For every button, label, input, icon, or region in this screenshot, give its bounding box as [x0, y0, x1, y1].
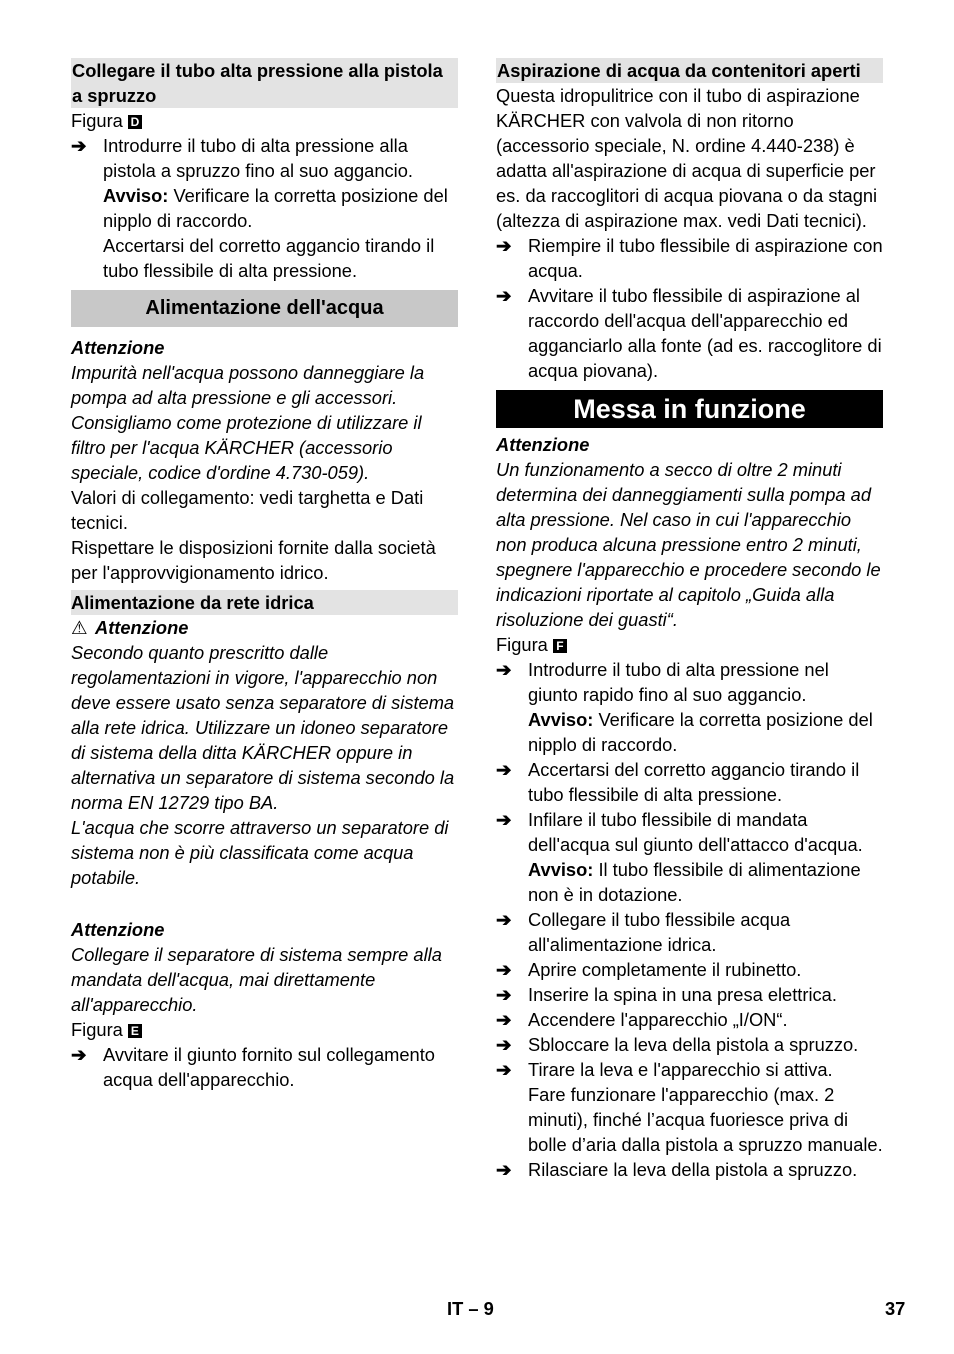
- list-item: [496, 907, 883, 957]
- attenzione-label: Attenzione: [71, 337, 165, 358]
- step-text: Introdurre il tubo di alta pressione alla pistola a spruzzo fino al suo aggancio.: [103, 135, 413, 181]
- arrow-right-icon: ➔: [496, 285, 512, 306]
- arrow-right-icon: ➔: [496, 1159, 512, 1180]
- arrow-right-icon: ➔: [496, 1034, 512, 1055]
- list-item: [496, 807, 883, 907]
- figure-ref-d: [71, 108, 458, 133]
- step-text: Sbloccare la leva della pistola a spruzzo.: [528, 1034, 859, 1055]
- arrow-right-icon: ➔: [496, 759, 512, 780]
- step-text: Accendere l'apparecchio „I/ON“.: [528, 1009, 788, 1030]
- list-item: [496, 233, 883, 283]
- list-item: [496, 1057, 883, 1157]
- arrow-right-icon: ➔: [496, 959, 512, 980]
- avviso-label: Avviso:: [528, 709, 594, 730]
- attenzione-label: Attenzione: [496, 434, 590, 455]
- attenzione-label: Attenzione: [95, 617, 189, 638]
- warning-text: Impurità nell'acqua possono danneggiare la pompa ad alta pressione e gli accessori. Consigliamo come protezione di utilizzare il filtro per l'acqua KÄRCHER (accessorio speciale, codice d'ordine 4.730-059).: [71, 362, 425, 483]
- figure-ref-e: [71, 1017, 458, 1042]
- avviso-text: Verificare la corretta posizione del nipplo di raccordo.: [528, 709, 873, 755]
- list-item: [496, 957, 883, 982]
- step-text: Avvitare il tubo flessibile di aspirazione al raccordo dell'acqua dell'apparecchio ed agganciarlo alla fonte (ad es. raccoglitore di acqua piovana).: [528, 285, 882, 381]
- warning-text: Secondo quanto prescritto dalle regolamentazioni in vigore, l'apparecchio non deve essere usato senza separatore di sistema alla rete idrica. Utilizzare un idoneo separatore di sistema della ditta KÄRCHER oppure in alternativa un separatore di sistema secondo la norma EN 12729 tipo BA.: [71, 642, 455, 813]
- figure-label: Figura: [71, 110, 123, 131]
- list-item: [71, 133, 458, 283]
- step-text: Avvitare il giunto fornito sul collegamento acqua dell'apparecchio.: [103, 1044, 435, 1090]
- left-column: [71, 58, 458, 1092]
- arrow-right-icon: ➔: [496, 659, 512, 680]
- avviso-text: Verificare la corretta posizione del nipplo di raccordo.: [103, 185, 448, 231]
- arrow-right-icon: ➔: [496, 1059, 512, 1080]
- figure-label: Figura: [496, 634, 548, 655]
- step-text: Introdurre il tubo di alta pressione nel giunto rapido fino al suo aggancio.: [528, 659, 829, 705]
- step-text: Tirare la leva e l'apparecchio si attiva.: [528, 1059, 833, 1080]
- step-text: Riempire il tubo flessibile di aspirazione con acqua.: [528, 235, 883, 281]
- step-text: Rilasciare la leva della pistola a spruzzo.: [528, 1159, 858, 1180]
- warning-text: L'acqua che scorre attraverso un separatore di sistema non è più classificata come acqua potabile.: [71, 817, 449, 888]
- page-number: 37: [885, 1298, 906, 1319]
- avviso-label: Avviso:: [103, 185, 169, 206]
- warning-triangle-icon: ⚠: [71, 617, 88, 638]
- warning-text: Collegare il separatore di sistema sempre alla mandata dell'acqua, mai direttamente all'apparecchio.: [71, 944, 442, 1015]
- section-heading-hose-to-gun: Collegare il tubo alta pressione alla pistola a spruzzo: [71, 58, 458, 108]
- figure-f-badge: F: [553, 639, 567, 653]
- arrow-right-icon: ➔: [496, 235, 512, 256]
- step-text: Inserire la spina in una presa elettrica.: [528, 984, 837, 1005]
- arrow-right-icon: ➔: [71, 135, 87, 156]
- paragraph: Valori di collegamento: vedi targhetta e Dati tecnici.: [71, 487, 424, 533]
- figure-d-badge: D: [128, 115, 142, 129]
- list-item: [496, 982, 883, 1007]
- list-item: [496, 757, 883, 807]
- step-text: Collegare il tubo flessibile acqua all'alimentazione idrica.: [528, 909, 791, 955]
- avviso-label: Avviso:: [528, 859, 594, 880]
- figure-e-badge: E: [128, 1024, 142, 1038]
- list-item: [496, 1007, 883, 1032]
- avviso-text: Il tubo flessibile di alimentazione non è in dotazione.: [528, 859, 861, 905]
- step-text: Accertarsi del corretto aggancio tirando il tubo flessibile di alta pressione.: [528, 759, 860, 805]
- section-heading-operation: Messa in funzione: [496, 390, 883, 428]
- section-heading-suction: Aspirazione di acqua da contenitori aperti: [496, 58, 883, 83]
- attenzione-label: Attenzione: [71, 919, 165, 940]
- footer-language-page: IT – 9: [447, 1298, 494, 1319]
- figure-ref-f: [496, 632, 883, 657]
- list-item: [71, 1042, 458, 1092]
- note-text: Accertarsi del corretto aggancio tirando il tubo flessibile di alta pressione.: [103, 235, 435, 281]
- subsection-heading-mains: Alimentazione da rete idrica: [71, 590, 458, 615]
- step-text: Aprire completamente il rubinetto.: [528, 959, 802, 980]
- list-item: [496, 1032, 883, 1057]
- list-item: [496, 283, 883, 383]
- list-item: [496, 657, 883, 757]
- right-column: [496, 58, 883, 1182]
- arrow-right-icon: ➔: [71, 1044, 87, 1065]
- warning-text: Un funzionamento a secco di oltre 2 minuti determina dei danneggiamenti sulla pompa ad alta pressione. Nel caso in cui l'apparecchio non produca alcuna pressione entro 2 minuti, spegnere l'apparecchio e procedere secondo le indicazioni riportate al capitolo „Guida alla risoluzione dei guasti“.: [496, 459, 881, 630]
- step-text: Infilare il tubo flessibile di mandata dell'acqua sul giunto dell'attacco d'acqua.: [528, 809, 863, 855]
- arrow-right-icon: ➔: [496, 1009, 512, 1030]
- paragraph: Rispettare le disposizioni fornite dalla società per l'approvvigionamento idrico.: [71, 537, 436, 583]
- figure-label: Figura: [71, 1019, 123, 1040]
- arrow-right-icon: ➔: [496, 809, 512, 830]
- note-text: Fare funzionare l'apparecchio (max. 2 minuti), finché l’acqua fuoriesce priva di bolle d’aria dalla pistola a spruzzo manuale.: [528, 1084, 883, 1155]
- section-heading-water-supply: Alimentazione dell'acqua: [71, 290, 458, 327]
- paragraph: Questa idropulitrice con il tubo di aspirazione KÄRCHER con valvola di non ritorno (accessorio speciale, N. ordine 4.440-238) è adatta all'aspirazione di acqua di superficie per es. da raccoglitori di acqua piovana o da stagni (altezza di aspirazione max. vedi Dati tecnici).: [496, 85, 878, 231]
- arrow-right-icon: ➔: [496, 909, 512, 930]
- list-item: [496, 1157, 883, 1182]
- arrow-right-icon: ➔: [496, 984, 512, 1005]
